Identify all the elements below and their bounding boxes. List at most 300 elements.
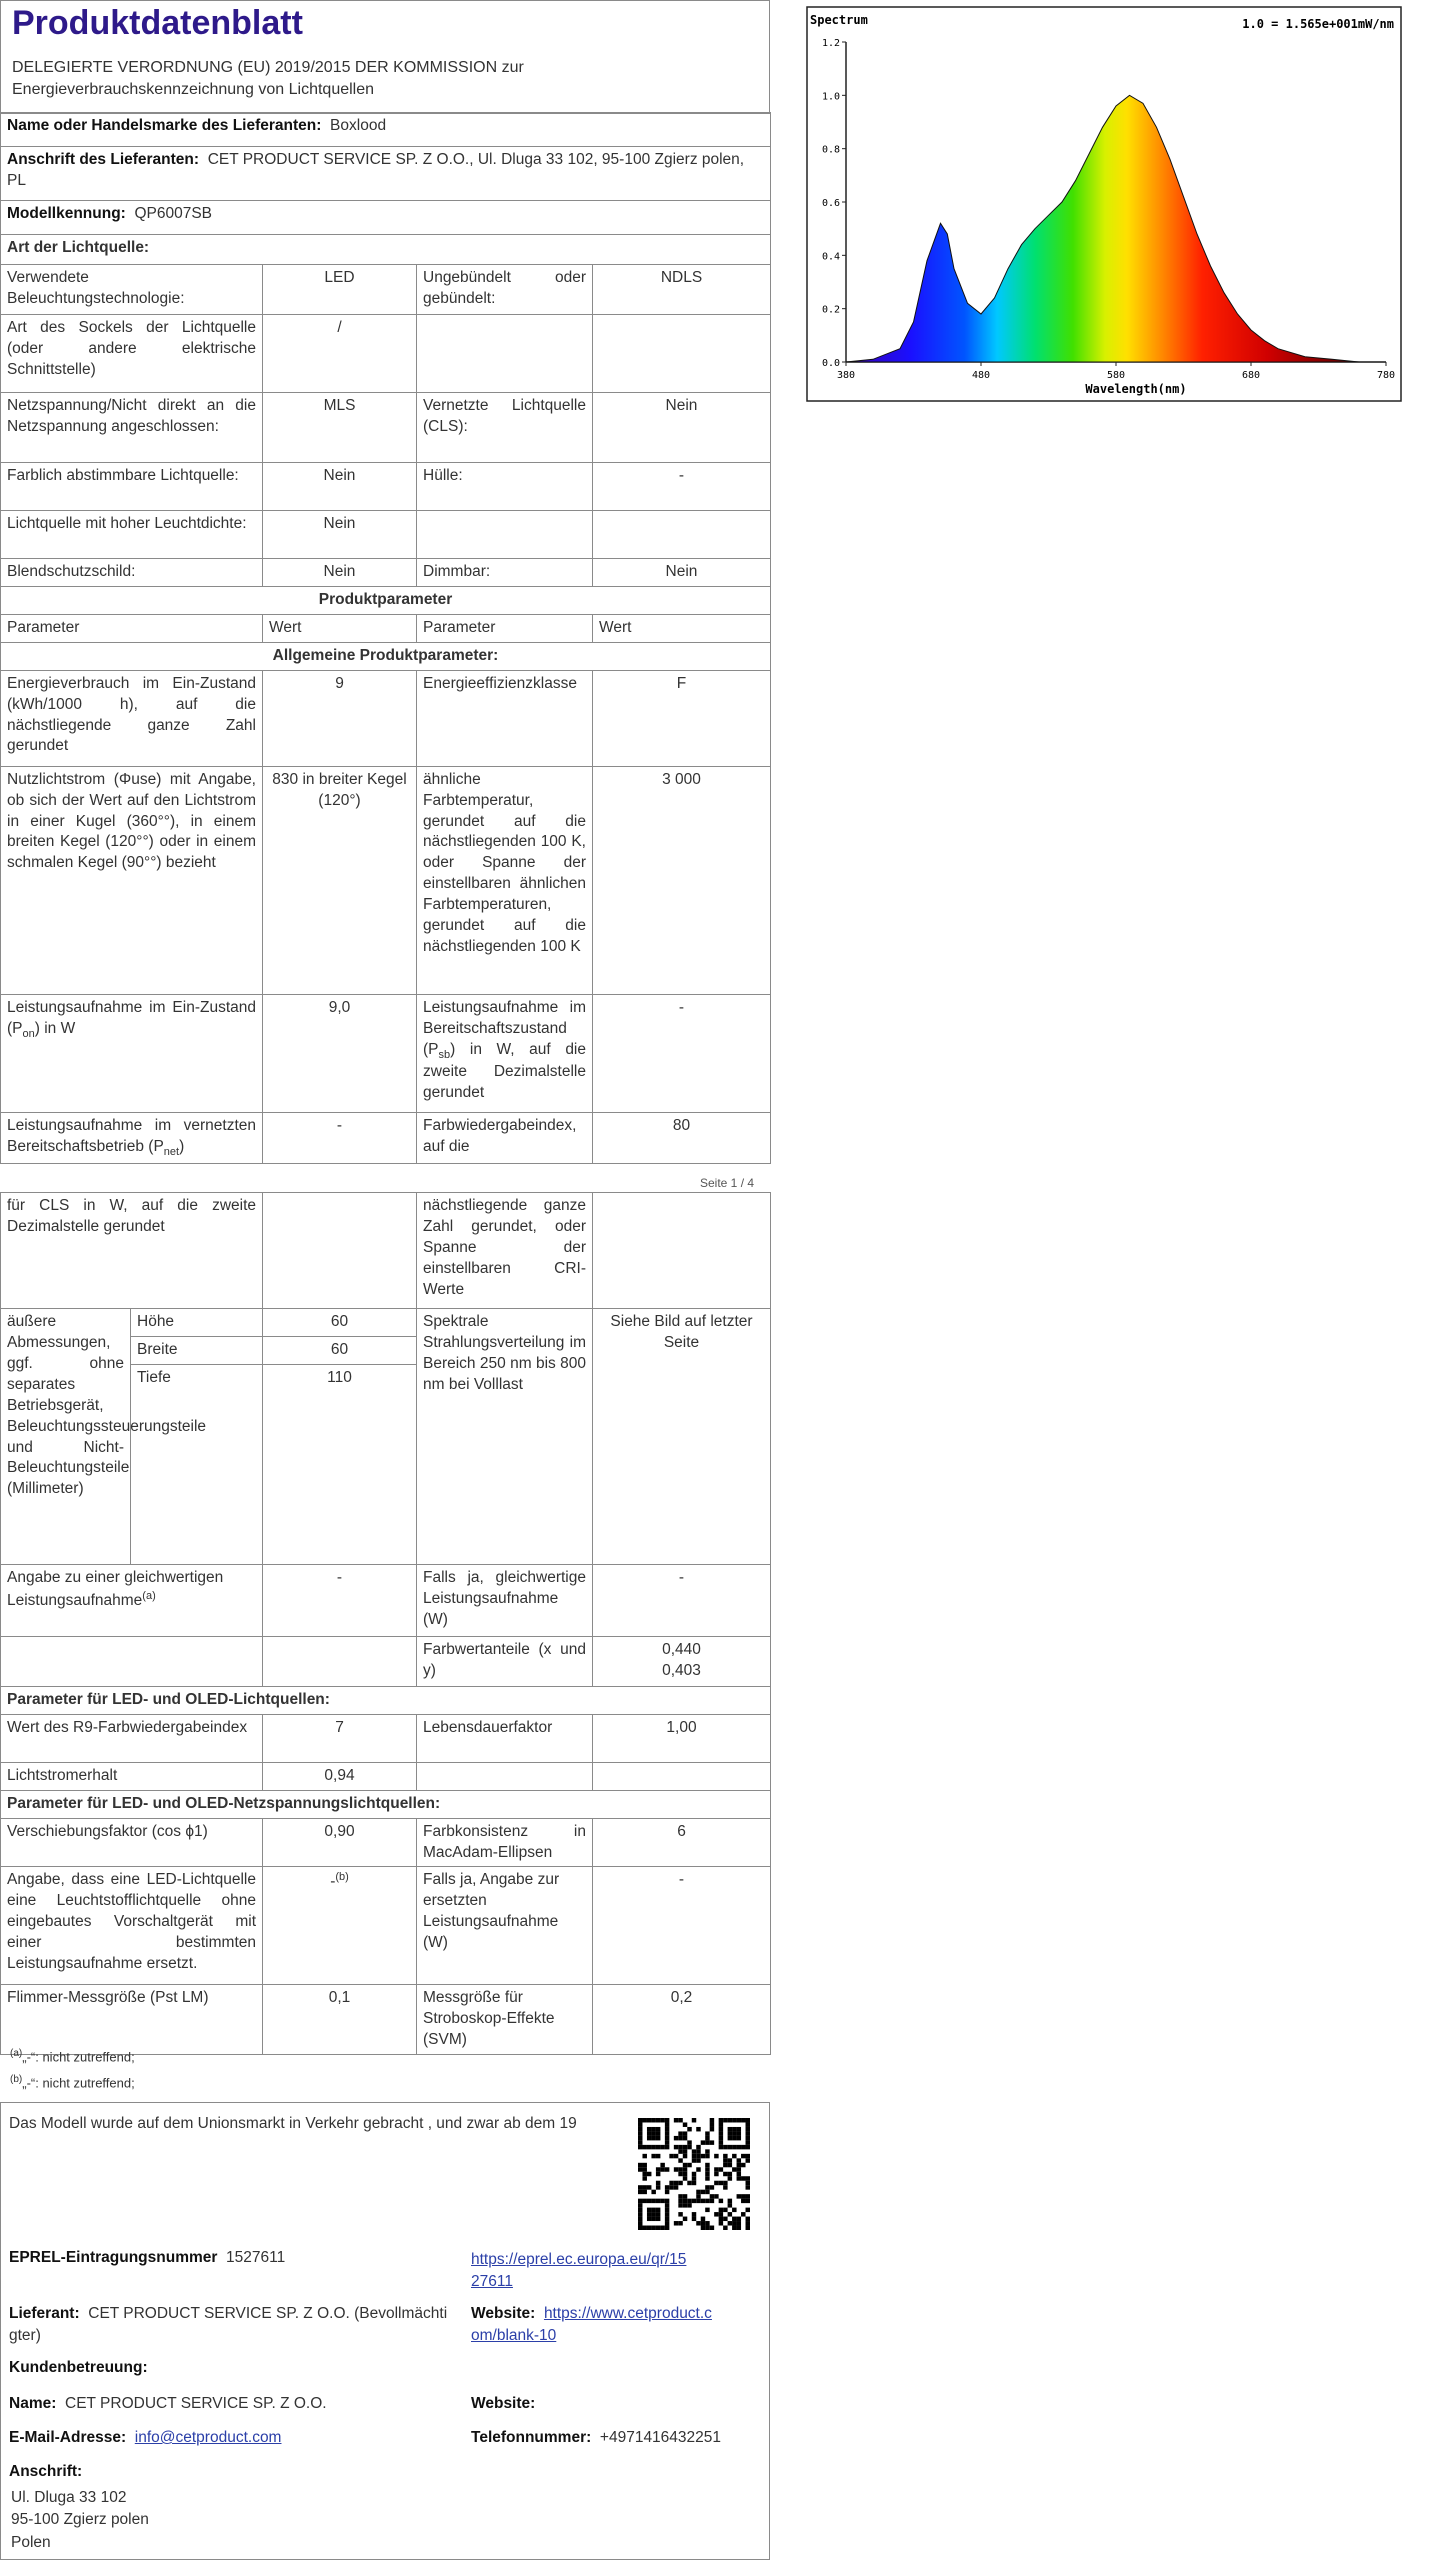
qr-module <box>638 2217 642 2221</box>
qr-module <box>746 2194 750 2198</box>
y-tick-label: 1.2 <box>821 38 840 49</box>
param-value: - <box>263 1564 417 1636</box>
param-value: MLS <box>263 393 417 463</box>
param-value: - <box>263 1112 417 1163</box>
website2-label: Website: <box>471 2395 536 2412</box>
param-value <box>593 1636 771 1686</box>
param-label: nächstliegende ganze Zahl gerundet, oder Spanne der einstellbaren CRI-Werte <box>417 1193 593 1309</box>
qr-module <box>656 2145 660 2149</box>
light-source-type-heading: Art der Lichtquelle: <box>1 235 771 265</box>
qr-module <box>683 2203 687 2207</box>
qr-module <box>665 2131 669 2135</box>
param-label: Lichtquelle mit hoher Leuchtdichte: <box>1 511 263 559</box>
qr-module <box>651 2154 655 2158</box>
y-tick-label: 0.8 <box>821 144 840 156</box>
qr-module <box>692 2199 696 2203</box>
param-value <box>263 1193 417 1309</box>
param-label: Lebensdauerfaktor <box>417 1714 593 1762</box>
qr-module <box>642 2190 646 2194</box>
address-line: 95-100 Zgierz polen <box>11 2511 149 2529</box>
page2-section <box>0 1192 770 2055</box>
qr-module <box>665 2127 669 2131</box>
dimension-name: Höhe <box>131 1309 263 1337</box>
param-value: 1,00 <box>593 1714 771 1762</box>
dimension-value: 110 <box>263 1364 417 1564</box>
eprel-link[interactable] <box>471 2251 686 2290</box>
table-row <box>1 994 771 1112</box>
param-label-text: ) in W <box>34 1019 76 1037</box>
supplier-value: gter) <box>9 2326 41 2344</box>
qr-module <box>741 2163 745 2167</box>
table-row <box>1 315 771 393</box>
email-link[interactable]: info@cetproduct.com <box>134 2429 282 2446</box>
qr-module <box>692 2172 696 2176</box>
param-label: Falls ja, gleichwertige Leistungsaufnahme (W) <box>417 1564 593 1636</box>
supplier-name-label: Name oder Handelsmarke des Lieferanten: <box>7 117 322 134</box>
qr-module <box>683 2154 687 2158</box>
qr-module <box>719 2208 723 2212</box>
qr-module <box>656 2226 660 2230</box>
qr-module <box>647 2199 651 2203</box>
qr-module <box>674 2167 678 2171</box>
table-row <box>1 1867 771 1985</box>
column-header: Parameter <box>1 614 263 642</box>
param-label: Blendschutzschild: <box>1 559 263 587</box>
qr-module <box>669 2154 673 2158</box>
param-label: Farbkonsistenz in MacAdam-Ellipsen <box>417 1818 593 1867</box>
table-row <box>1 393 771 463</box>
table-row <box>1 1564 771 1636</box>
qr-module <box>746 2158 750 2162</box>
qr-module <box>741 2154 745 2158</box>
qr-module <box>683 2122 687 2126</box>
qr-module <box>732 2127 736 2131</box>
address-block <box>11 2487 149 2554</box>
table-row <box>1 1309 771 1337</box>
supplier-row <box>9 2303 459 2346</box>
qr-module <box>638 2163 642 2167</box>
qr-module <box>665 2167 669 2171</box>
qr-module <box>719 2199 723 2203</box>
qr-module <box>705 2208 709 2212</box>
param-value: 0,90 <box>263 1818 417 1867</box>
qr-module <box>737 2145 741 2149</box>
qr-module <box>687 2145 691 2149</box>
qr-module <box>741 2194 745 2198</box>
qr-module <box>732 2217 736 2221</box>
param-value: Nein <box>263 463 417 511</box>
subscript: net <box>163 1145 180 1158</box>
qr-module <box>687 2163 691 2167</box>
address-line: Ul. Dluga 33 102 <box>11 2489 127 2506</box>
qr-module <box>705 2199 709 2203</box>
qr-module <box>714 2212 718 2216</box>
qr-module <box>705 2140 709 2144</box>
qr-module <box>651 2136 655 2140</box>
qr-module <box>638 2127 642 2131</box>
registration-box <box>0 2102 770 2560</box>
qr-module <box>705 2176 709 2180</box>
qr-module <box>719 2212 723 2216</box>
qr-module <box>714 2154 718 2158</box>
column-header: Wert <box>263 614 417 642</box>
qr-module <box>710 2122 714 2126</box>
param-label-text: Leistungsaufnahme im Bereitschaftszustand (P <box>423 998 586 1058</box>
supplier-label: Lieferant: <box>9 2305 80 2322</box>
qr-module <box>647 2131 651 2135</box>
qr-module <box>678 2199 682 2203</box>
qr-module <box>642 2172 646 2176</box>
qr-module <box>723 2158 727 2162</box>
qr-module <box>678 2158 682 2162</box>
qr-module <box>642 2118 646 2122</box>
eprel-link-line[interactable]: 27611 <box>471 2272 513 2290</box>
qr-module <box>723 2163 727 2167</box>
qr-module <box>683 2167 687 2171</box>
param-value: - <box>593 1564 771 1636</box>
param-value: 9,0 <box>263 994 417 1112</box>
phone-value: +4971416432251 <box>599 2429 722 2446</box>
column-header: Parameter <box>417 614 593 642</box>
qr-module <box>719 2118 723 2122</box>
qr-module <box>678 2167 682 2171</box>
qr-module <box>642 2199 646 2203</box>
qr-module <box>647 2217 651 2221</box>
qr-module <box>705 2167 709 2171</box>
qr-module <box>705 2149 709 2153</box>
qr-module <box>651 2131 655 2135</box>
page-subtitle: DELEGIERTE VERORDNUNG (EU) 2019/2015 DER KOMMISSION zur Energieverbrauchskennzeichnung von Lichtquellen <box>12 59 524 99</box>
qr-module <box>678 2149 682 2153</box>
param-value: - <box>593 994 771 1112</box>
qr-module <box>746 2118 750 2122</box>
qr-module <box>638 2221 642 2225</box>
dimension-name: Breite <box>131 1336 263 1364</box>
qr-module <box>719 2136 723 2140</box>
chart-title: Spectrum <box>810 13 868 27</box>
email-row <box>9 2429 281 2447</box>
qr-module <box>638 2208 642 2212</box>
column-header: Wert <box>593 614 771 642</box>
qr-module <box>701 2140 705 2144</box>
qr-module <box>669 2185 673 2189</box>
qr-code[interactable] <box>638 2118 750 2230</box>
qr-module <box>737 2226 741 2230</box>
qr-module <box>647 2212 651 2216</box>
table-row <box>1 265 771 315</box>
qr-module <box>737 2176 741 2180</box>
qr-module <box>692 2118 696 2122</box>
qr-module <box>737 2194 741 2198</box>
qr-module <box>683 2176 687 2180</box>
y-tick-label: 0.2 <box>821 304 840 316</box>
qr-module <box>696 2145 700 2149</box>
qr-module <box>642 2154 646 2158</box>
qr-module <box>696 2199 700 2203</box>
x-tick-label: 380 <box>836 370 856 381</box>
website-link-line[interactable]: om/blank-10 <box>471 2326 557 2344</box>
table-row <box>1 1193 771 1309</box>
qr-module <box>746 2199 750 2203</box>
qr-module <box>723 2154 727 2158</box>
qr-module <box>660 2199 664 2203</box>
qr-module <box>741 2118 745 2122</box>
qr-module <box>651 2199 655 2203</box>
qr-module <box>678 2212 682 2216</box>
qr-module <box>710 2194 714 2198</box>
qr-module <box>701 2217 705 2221</box>
qr-module <box>651 2217 655 2221</box>
param-label <box>1 1564 263 1636</box>
qr-module <box>665 2136 669 2140</box>
address-label: Anschrift: <box>9 2463 83 2480</box>
qr-module <box>710 2140 714 2144</box>
qr-module <box>638 2122 642 2126</box>
qr-module <box>665 2145 669 2149</box>
param-value: 830 in breiter Kegel (120°) <box>263 766 417 994</box>
param-value: NDLS <box>593 265 771 315</box>
y-tick-label: 0.4 <box>821 251 840 263</box>
qr-module <box>710 2118 714 2122</box>
qr-module <box>737 2158 741 2162</box>
qr-module <box>651 2190 655 2194</box>
footnote-mark: (b) <box>335 1871 349 1884</box>
x-tick-label: 580 <box>1106 370 1126 381</box>
qr-module <box>723 2208 727 2212</box>
qr-module <box>692 2181 696 2185</box>
qr-module <box>683 2199 687 2203</box>
qr-module <box>656 2199 660 2203</box>
param-label <box>417 315 593 393</box>
qr-module <box>665 2226 669 2230</box>
qr-module <box>687 2127 691 2131</box>
qr-module <box>746 2208 750 2212</box>
qr-module <box>723 2172 727 2176</box>
param-value: - <box>593 1867 771 1985</box>
qr-module <box>692 2154 696 2158</box>
qr-module <box>723 2226 727 2230</box>
qr-module <box>737 2131 741 2135</box>
qr-module <box>723 2118 727 2122</box>
footnote-mark: (a) <box>142 1589 156 1602</box>
param-label-text: Leistungsaufnahme im vernetzten Bereitschaftsbetrieb (P <box>7 1116 256 1155</box>
qr-module <box>728 2221 732 2225</box>
param-value: 7 <box>263 1714 417 1762</box>
qr-module <box>638 2190 642 2194</box>
website-row <box>471 2303 712 2346</box>
qr-module <box>732 2167 736 2171</box>
qr-module <box>728 2131 732 2135</box>
website-link-line[interactable]: https://www.cetproduct.c <box>543 2305 712 2322</box>
param-label: Hülle: <box>417 463 593 511</box>
phone-row <box>471 2429 721 2447</box>
qr-module <box>741 2145 745 2149</box>
qr-module <box>719 2181 723 2185</box>
param-label: für CLS in W, auf die zweite Dezimalstelle gerundet <box>1 1193 263 1309</box>
qr-module <box>642 2167 646 2171</box>
qr-module <box>746 2217 750 2221</box>
param-value: 3 000 <box>593 766 771 994</box>
qr-module <box>678 2181 682 2185</box>
param-label: Nutzlichtstrom (Φuse) mit Angabe, ob sich der Wert auf den Lichtstrom in einer Kugel (360°°), in einem breiten Kegel (120°°) oder in einem schmalen Kegel (90°°) bezieht <box>1 766 263 994</box>
qr-module <box>656 2154 660 2158</box>
footnote-mark: (a) <box>10 2048 23 2059</box>
qr-module <box>642 2145 646 2149</box>
param-label <box>1 994 263 1112</box>
qr-module <box>746 2176 750 2180</box>
qr-module <box>638 2167 642 2171</box>
qr-module <box>732 2208 736 2212</box>
qr-module <box>746 2145 750 2149</box>
qr-module <box>746 2221 750 2225</box>
qr-module <box>714 2181 718 2185</box>
table-row <box>1 1985 771 2055</box>
qr-module <box>732 2136 736 2140</box>
param-value: Nein <box>593 393 771 463</box>
qr-module <box>642 2185 646 2189</box>
qr-module <box>728 2163 732 2167</box>
param-label <box>417 994 593 1112</box>
market-text: Das Modell wurde auf dem Unionsmarkt in Verkehr gebracht , und zwar ab dem 19 <box>9 2115 577 2132</box>
qr-module <box>669 2181 673 2185</box>
qr-module <box>696 2167 700 2171</box>
param-label: Energieeffizienzklasse <box>417 670 593 766</box>
param-label-text: Angabe zu einer gleichwertigen Leistungsaufnahme <box>7 1568 224 1609</box>
qr-module <box>638 2140 642 2144</box>
qr-module <box>741 2199 745 2203</box>
qr-module <box>638 2118 642 2122</box>
qr-module <box>674 2118 678 2122</box>
qr-module <box>683 2131 687 2135</box>
qr-module <box>719 2167 723 2171</box>
subscript: on <box>22 1027 35 1040</box>
qr-module <box>710 2226 714 2230</box>
x-tick-label: 780 <box>1376 370 1396 381</box>
qr-module <box>692 2212 696 2216</box>
qr-module <box>683 2194 687 2198</box>
qr-module <box>692 2158 696 2162</box>
model-label: Modellkennung: <box>7 205 126 222</box>
led-params-heading: Parameter für LED- und OLED-Lichtquellen: <box>1 1686 771 1714</box>
qr-module <box>696 2154 700 2158</box>
chroma-x-value: 0,440 <box>662 1640 701 1658</box>
qr-module <box>647 2208 651 2212</box>
supplier-name-value: Boxlood <box>330 117 387 134</box>
dimension-name: Tiefe <box>131 1364 263 1564</box>
qr-module <box>705 2221 709 2225</box>
param-label <box>1 1636 263 1686</box>
qr-module <box>683 2172 687 2176</box>
qr-module <box>710 2185 714 2189</box>
eprel-link-line[interactable]: https://eprel.ec.europa.eu/qr/15 <box>471 2251 687 2268</box>
qr-module <box>705 2172 709 2176</box>
qr-module <box>737 2136 741 2140</box>
qr-module <box>687 2181 691 2185</box>
qr-module <box>678 2136 682 2140</box>
param-value: 0,94 <box>263 1762 417 1790</box>
qr-module <box>714 2172 718 2176</box>
qr-module <box>638 2145 642 2149</box>
param-label: Art des Sockels der Lichtquelle (oder andere elektrische Schnittstelle) <box>1 315 263 393</box>
qr-module <box>678 2118 682 2122</box>
qr-module <box>737 2118 741 2122</box>
dimension-value: 60 <box>263 1309 417 1337</box>
qr-module <box>728 2172 732 2176</box>
param-label-text: ) <box>179 1137 185 1155</box>
email-label: E-Mail-Adresse: <box>9 2429 127 2446</box>
param-label <box>417 511 593 559</box>
supplier-address-value: CET PRODUCT SERVICE SP. Z O.O., Ul. Dluga 33 102, 95-100 Zgierz polen, PL <box>7 151 745 189</box>
qr-module <box>647 2226 651 2230</box>
qr-module <box>710 2127 714 2131</box>
qr-module <box>678 2221 682 2225</box>
param-value: F <box>593 670 771 766</box>
qr-module <box>746 2226 750 2230</box>
qr-module <box>683 2163 687 2167</box>
qr-module <box>660 2226 664 2230</box>
qr-module <box>705 2131 709 2135</box>
chroma-y-value: 0,403 <box>662 1661 701 1679</box>
qr-module <box>678 2131 682 2135</box>
qr-module <box>732 2131 736 2135</box>
qr-module <box>723 2181 727 2185</box>
eprel-value: 1527611 <box>226 2249 286 2266</box>
qr-module <box>651 2212 655 2216</box>
qr-module <box>665 2203 669 2207</box>
supplier-address-label: Anschrift des Lieferanten: <box>7 151 200 168</box>
qr-module <box>638 2226 642 2230</box>
footnote-text: „-“: nicht zutreffend; <box>22 2075 135 2091</box>
qr-module <box>705 2136 709 2140</box>
qr-module <box>656 2172 660 2176</box>
qr-module <box>732 2118 736 2122</box>
spectral-label: Spektrale Strahlungsverteilung im Bereich 250 nm bis 800 nm bei Volllast <box>417 1309 593 1565</box>
qr-module <box>719 2122 723 2126</box>
y-tick-label: 0.0 <box>821 358 840 369</box>
phone-label: Telefonnummer: <box>471 2429 592 2446</box>
qr-module <box>705 2190 709 2194</box>
param-label <box>417 1762 593 1790</box>
param-label: Verwendete Beleuchtungstechnologie: <box>1 265 263 315</box>
spectrum-chart <box>806 6 1402 402</box>
qr-module <box>660 2118 664 2122</box>
qr-module <box>728 2199 732 2203</box>
qr-module <box>719 2217 723 2221</box>
param-label-text: Leistungsaufnahme im Ein-Zustand (P <box>7 998 256 1037</box>
qr-module <box>696 2194 700 2198</box>
table-row <box>1 559 771 587</box>
qr-module <box>638 2212 642 2216</box>
table-row <box>1 1762 771 1790</box>
supplier-address-row <box>1 147 771 201</box>
qr-module <box>651 2208 655 2212</box>
x-tick-label: 680 <box>1241 370 1261 381</box>
eprel-label: EPREL-Eintragungsnummer <box>9 2249 218 2266</box>
qr-module <box>737 2221 741 2225</box>
param-value: 0,2 <box>593 1985 771 2055</box>
param-label: Farblich abstimmbare Lichtquelle: <box>1 463 263 511</box>
footnote-mark: (b) <box>10 2074 23 2085</box>
chart-annotation: 1.0 = 1.565e+001mW/nm <box>1242 17 1394 31</box>
qr-module <box>701 2190 705 2194</box>
param-label: Angabe, dass eine LED-Lichtquelle eine Leuchtstofflichtquelle ohne eingebautes Vorschaltgerät mit einer bestimmten Leistungsaufnahme ersetzt. <box>1 1867 263 1985</box>
eprel-link-block <box>471 2249 686 2292</box>
qr-module <box>746 2136 750 2140</box>
qr-module <box>732 2226 736 2230</box>
qr-module <box>651 2145 655 2149</box>
qr-module <box>678 2203 682 2207</box>
dimension-value: 60 <box>263 1336 417 1364</box>
